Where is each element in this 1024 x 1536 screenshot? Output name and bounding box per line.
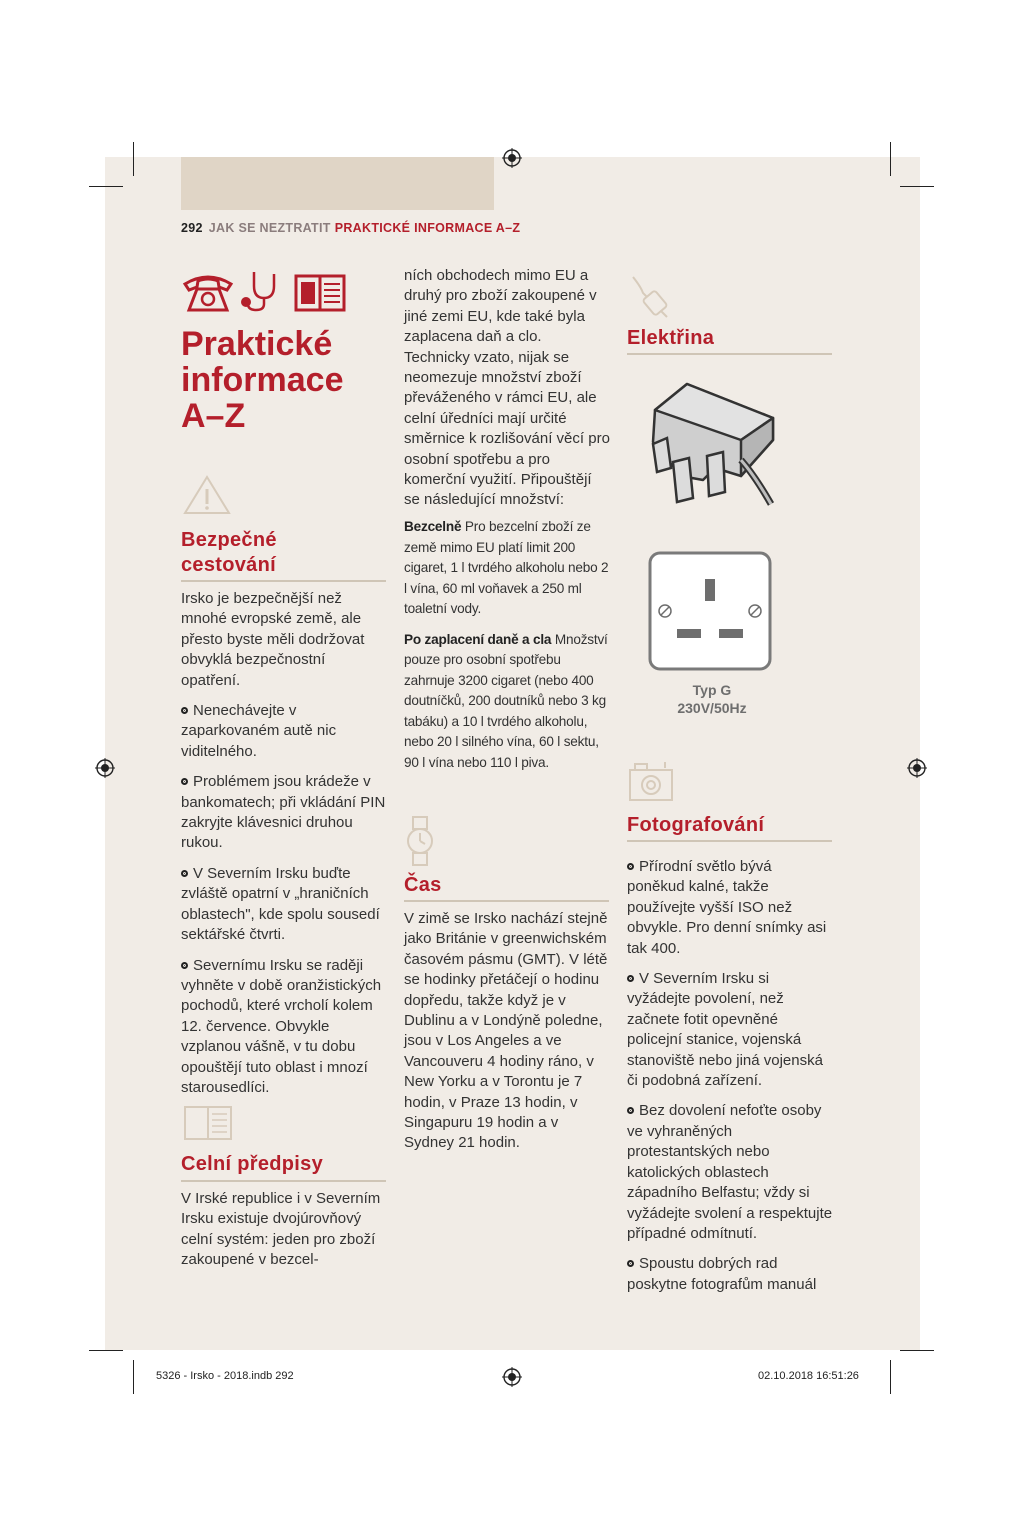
- page-title: [181, 326, 391, 434]
- title-line: A–Z: [181, 397, 246, 435]
- registration-mark-icon: [95, 758, 115, 778]
- bullet-icon: [181, 870, 188, 877]
- warning-triangle-icon: [182, 474, 232, 516]
- customs-allowances: [404, 517, 610, 783]
- voltage-label: 230V/50Hz: [677, 700, 747, 716]
- book-icon: [182, 1103, 234, 1143]
- crop-mark: [900, 1350, 934, 1351]
- plug-cable-icon: [627, 273, 673, 321]
- time-text: V zimě se Irsko nachází stejně jako Británie v greenwichském časovém pásmu (GMT). V létě se hodinky přetáčejí o hodinu dopředu, takže když je v Dublinu a v Londýně poledne, jsou v Los Angeles a ve Vancouveru 4 hodiny ráno, v New Yorku a v Torontu je 7 hodin, v Praze 13 hodin, v Singapuru 19 hodin a v Sydney 21 hodin.: [404, 910, 608, 1152]
- safety-text: [181, 589, 387, 1108]
- crop-mark: [133, 1360, 134, 1394]
- subsection-label: PRAKTICKÉ INFORMACE A–Z: [334, 221, 521, 235]
- bullet-icon: [627, 863, 634, 870]
- bullet-icon: [181, 778, 188, 785]
- time-heading-rule: [404, 900, 609, 902]
- customs-heading: Celní předpisy: [181, 1153, 324, 1175]
- crop-mark: [890, 142, 891, 176]
- plug-caption: [652, 681, 772, 717]
- registration-mark-icon: [907, 758, 927, 778]
- duty-free-paragraph: Bezcelně Pro bezcelní zboží ze země mimo EU platí limit 200 cigaret, 1 l tvrdého alkoholu nebo 2 l vína, 60 ml voňavek a 250 ml toaletní vody.: [404, 519, 609, 616]
- duty-paid-paragraph: Po zaplacení daně a cla Množství pouze pro osobní spotřebu zahrnuje 3200 cigaret (nebo 400 doutníčků, 200 doutníků nebo 3 kg tabáku) a 10 l tvrdého alkoholu, nebo 20 l silného vína, 60 l sektu, 90 l vína nebo 110 l piva.: [404, 631, 608, 770]
- safety-heading-rule: [181, 580, 386, 582]
- running-header: [181, 221, 520, 235]
- photo-heading-rule: [627, 840, 832, 842]
- customs-heading-rule: [181, 1180, 386, 1182]
- title-line: informace: [181, 361, 344, 399]
- page-tab: [181, 157, 494, 210]
- list-item: Severnímu Irsku se raději vyhněte v době oranžistických pochodů, které vrcholí kolem 12. července. Obvykle vzplanou vášně, v tu dobu opouštějí tuto oblast i mnozí starousedlíci.: [181, 956, 382, 1096]
- list-item: Problémem jsou krádeže v bankomatech; při vkládání PIN zakryjte klávesnici druhou rukou.: [181, 773, 386, 852]
- bullet-icon: [627, 1260, 634, 1267]
- crop-mark: [89, 186, 123, 187]
- list-item: V Severním Irsku si vyžádejte povolení, než začnete fotit opevněné policejní stanice, vojenská stanoviště nebo jiná vojenská či podobná zařízení.: [627, 970, 823, 1090]
- photo-heading: Fotografování: [627, 814, 765, 836]
- duty-paid-label: Po zaplacení daně a cla: [404, 631, 552, 647]
- stethoscope-icon: [236, 268, 288, 314]
- registration-mark-icon: [502, 148, 522, 168]
- customs-text-start: V Irské republice i v Severním Irsku existuje dvojúrovňový celní systém: jeden pro zboží zakoupené v bezcel-: [181, 1190, 381, 1269]
- plug-type-label: Typ G: [692, 682, 732, 698]
- electricity-heading: Elektřina: [627, 327, 715, 349]
- electricity-heading-rule: [627, 353, 832, 355]
- bullet-icon: [181, 707, 188, 714]
- book-icon: [293, 272, 347, 314]
- page-number: 292: [181, 221, 203, 235]
- safety-heading: Bezpečné cestování: [181, 529, 277, 576]
- registration-mark-icon: [502, 1367, 522, 1387]
- crop-mark: [89, 1350, 123, 1351]
- crop-mark: [890, 1360, 891, 1394]
- list-item: Přírodní světlo bývá poněkud kalné, takže používejte vyšší ISO než obvykle. Pro denní snímky asi tak 400.: [627, 858, 827, 957]
- list-item: V Severním Irsku buďte zvláště opatrní v „hraničních oblastech", kde spolu sousedí sektářské čtvrti.: [181, 864, 380, 944]
- wristwatch-icon: [404, 815, 436, 867]
- bullet-icon: [627, 975, 634, 982]
- crop-mark: [133, 142, 134, 176]
- time-heading: Čas: [404, 874, 442, 896]
- print-slug-date: 02.10.2018 16:51:26: [758, 1370, 859, 1382]
- list-item: Spoustu dobrých rad poskytne fotografům manuál: [627, 1255, 817, 1293]
- list-item: Nenechávejte v zaparkovaném autě nic viditelného.: [181, 702, 337, 760]
- title-line: Praktické: [181, 325, 333, 363]
- crop-mark: [900, 186, 934, 187]
- bullet-icon: [627, 1107, 634, 1114]
- photo-text: [627, 857, 833, 1305]
- camera-icon: [627, 760, 675, 804]
- list-item: Bez dovolení nefoťte osoby ve vyhraněných protestantských nebo katolických oblastech západního Belfastu; vždy si vyžádejte svolení a respektujte případné odmítnutí.: [627, 1102, 833, 1242]
- section-label: JAK SE NEZTRATIT: [208, 221, 331, 235]
- duty-free-label: Bezcelně: [404, 519, 462, 534]
- bullet-icon: [181, 962, 188, 969]
- socket-type-g-icon: [648, 551, 772, 671]
- safety-intro: Irsko je bezpečnější než mnohé evropské země, ale přesto byste měli dodržovat obvyklá bezpečnostní opatření.: [181, 590, 365, 689]
- customs-text-continued: ních obchodech mimo EU a druhý pro zboží zakoupené v jiné zemi EU, kde také byla zaplacena daň a clo. Technicky vzato, nijak se neomezuje množství zboží převáženého v rámci EU, ale celní úředníci mají určité směrnice k rozlišování věcí pro osobní spotřebu a pro komerční využití. Připouštějí se následující množství:: [404, 267, 610, 509]
- plug-type-g-icon: [645, 380, 781, 510]
- phone-icon: [181, 270, 235, 314]
- print-slug-file: 5326 - Irsko - 2018.indb 292: [156, 1370, 294, 1382]
